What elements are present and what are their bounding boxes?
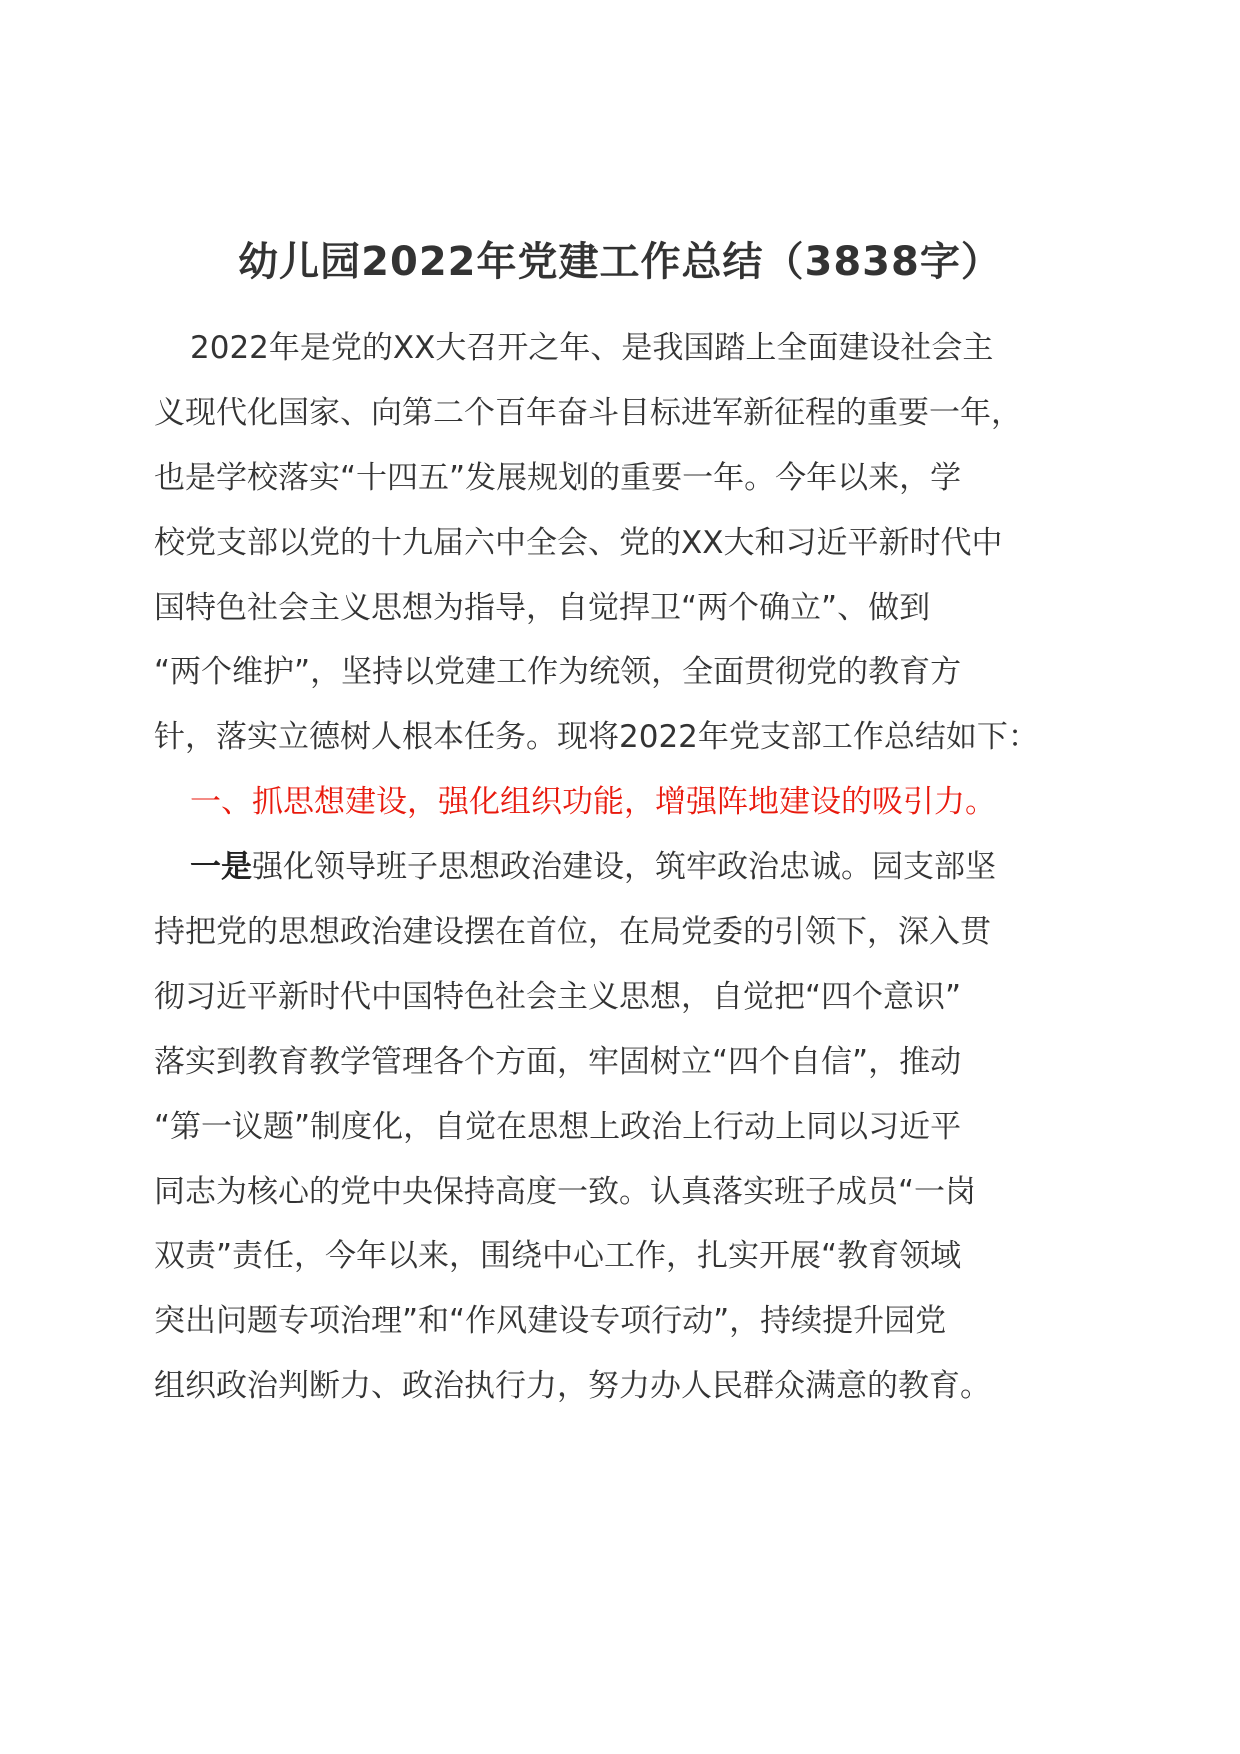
- section-paragraph-first-line: [154, 835, 1114, 900]
- section-line: “第一议题”制度化，自觉在思想上政治上行动上同以习近平: [154, 1108, 962, 1145]
- intro-line: 2022年是党的XX大召开之年、是我国踏上全面建设社会主: [190, 330, 994, 366]
- intro-line: 也是学校落实“十四五”发展规划的重要一年。今年以来，学: [154, 459, 962, 496]
- section-line: 同志为核心的党中央保持高度一致。认真落实班子成员“一岗: [154, 1173, 977, 1210]
- intro-line: 校党支部以党的十九届六中全会、党的XX大和习近平新时代中: [154, 524, 1003, 561]
- section-line: 突出问题专项治理”和“作风建设专项行动”，持续提升园党: [154, 1303, 947, 1340]
- section-line-text: 强化领导班子思想政治建设，筑牢政治忠诚。园支部坚: [252, 849, 996, 886]
- section-line: 彻习近平新时代中国特色社会主义思想，自觉把“四个意识”: [154, 978, 962, 1015]
- section-line: 双责”责任，今年以来，围绕中心工作，扎实开展“教育领域: [154, 1238, 962, 1275]
- intro-line: “两个维护”，坚持以党建工作为统领，全面贯彻党的教育方: [154, 654, 962, 691]
- intro-line: 针，落实立德树人根本任务。现将2022年党支部工作总结如下：: [154, 719, 1039, 756]
- section-line: 组织政治判断力、政治执行力，努力办人民群众满意的教育。: [154, 1368, 991, 1405]
- document-title: 幼儿园2022年党建工作总结（3838字）: [238, 239, 1002, 285]
- section-heading: 一、抓思想建设，强化组织功能，增强阵地建设的吸引力。: [190, 784, 996, 821]
- section-lead-label: 一是: [190, 849, 252, 886]
- section-line: 持把党的思想政治建设摆在首位，在局党委的引领下，深入贯: [154, 914, 991, 951]
- intro-line: 国特色社会主义思想为指导，自觉捍卫“两个确立”、做到: [154, 589, 931, 626]
- section-line: 落实到教育教学管理各个方面，牢固树立“四个自信”，推动: [154, 1043, 962, 1080]
- document-body: [154, 316, 1114, 1419]
- intro-line: 义现代化国家、向第二个百年奋斗目标进军新征程的重要一年，: [154, 394, 1022, 431]
